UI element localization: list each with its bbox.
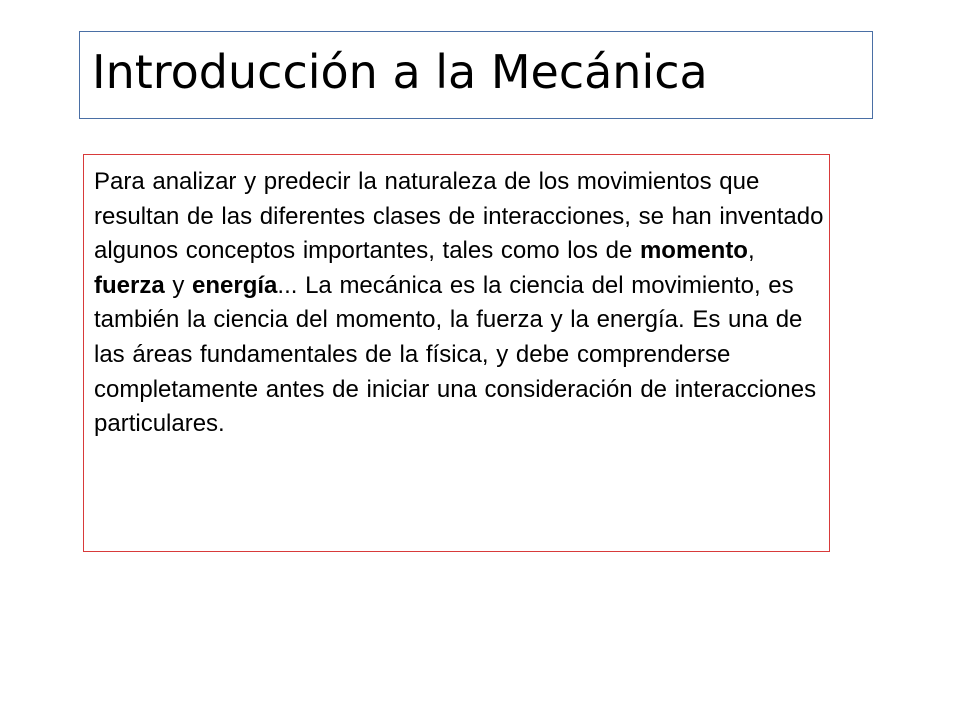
separator-2: y xyxy=(164,271,193,299)
term-energia: energía xyxy=(192,271,278,299)
separator-1: , xyxy=(747,237,755,265)
paragraph-text-part-1: Para analizar y predecir la naturaleza de los movimientos que resultan de las diferentes clases de interacciones, se han inventado algunos conceptos importantes, tales como los de xyxy=(94,168,824,265)
title-box[interactable] xyxy=(79,31,873,119)
paragraph-text-part-2: ... La mecánica es la ciencia del movimiento, es también la ciencia del momento, la fuerza y la energía. Es una de las áreas fundamentales de la física, y debe comprenderse completamente antes de iniciar una consideración de interacciones particulares. xyxy=(94,271,817,438)
body-paragraph xyxy=(94,165,824,442)
body-text-box[interactable] xyxy=(83,154,830,552)
slide-title: Introducción a la Mecánica xyxy=(92,45,708,99)
term-fuerza: fuerza xyxy=(94,271,165,299)
term-momento: momento xyxy=(639,237,748,265)
